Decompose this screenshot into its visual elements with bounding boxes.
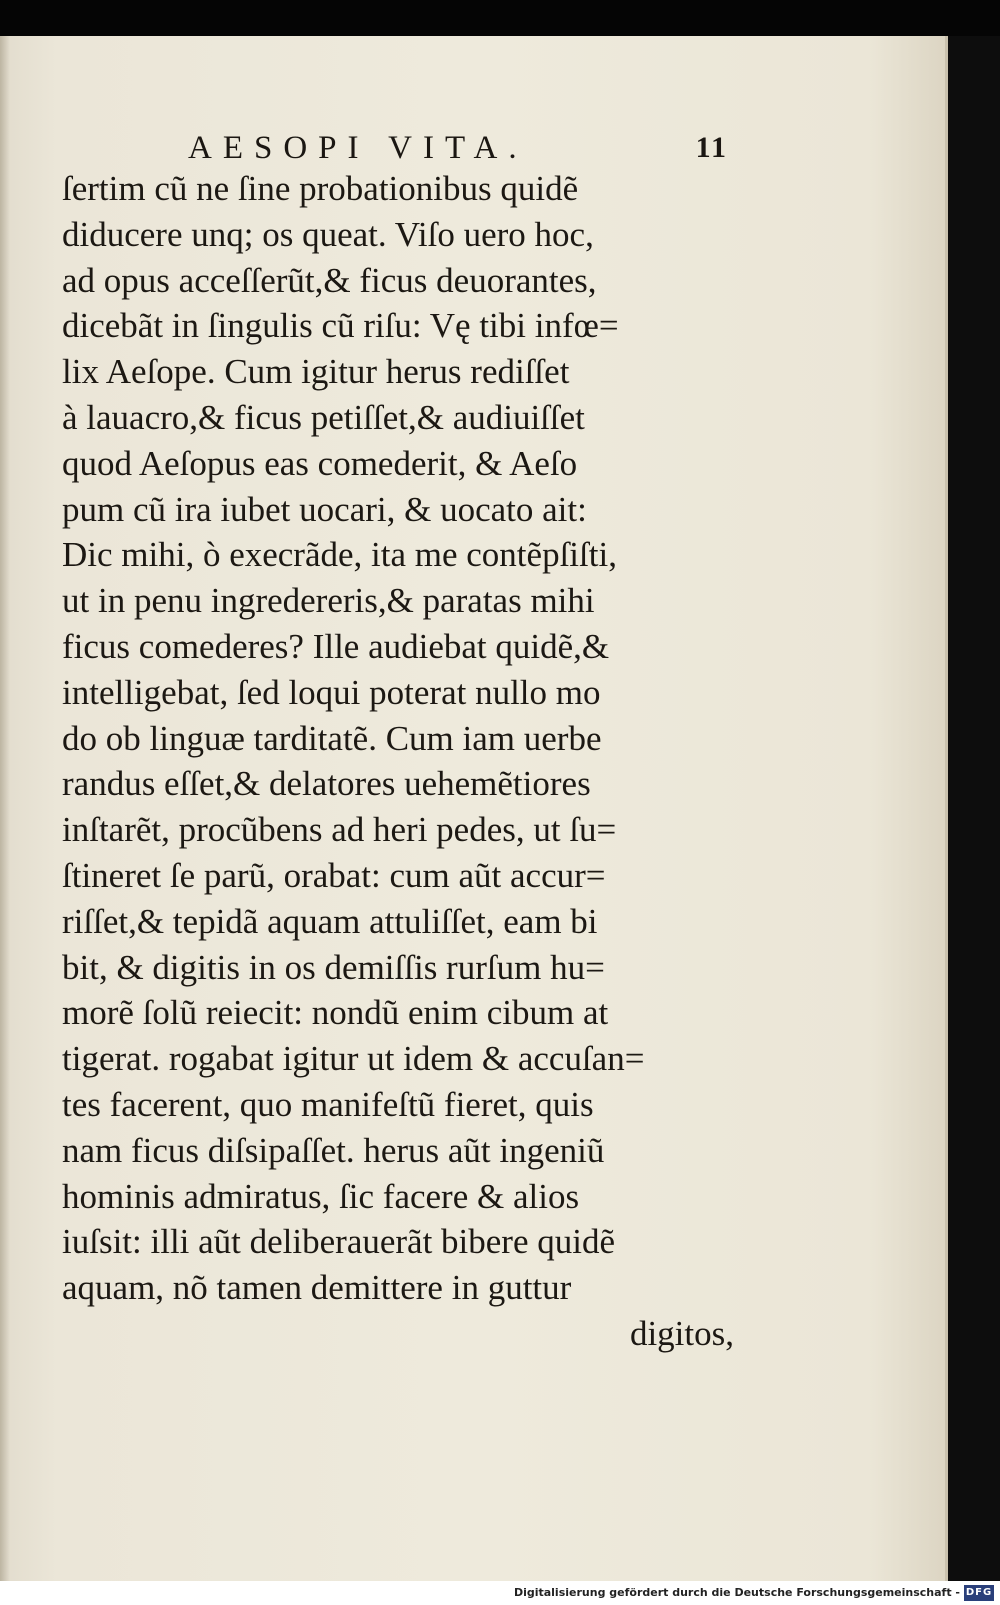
text-line: ut in penu ingredereris,& paratas mihi: [62, 581, 595, 621]
text-line: quod Aeſopus eas comederit, & Aeſo: [62, 443, 578, 483]
text-line: tigerat. rogabat igitur ut idem & accuſan=: [62, 1039, 645, 1079]
text-line: diducere unq; os queat. Viſo uero hoc,: [62, 214, 594, 254]
text-line: ad opus acceſſerũt,& ficus deuorantes,: [62, 260, 597, 300]
text-line: bit, & digitis in os demiſſis rurſum hu=: [62, 947, 605, 987]
page-number: 11: [695, 131, 728, 164]
funding-credit: Digitalisierung gefördert durch die Deutsche Forschungsgemeinschaft -: [513, 1586, 960, 1599]
text-line: ſertim cũ ne ſine probationibus quidẽ: [62, 169, 579, 208]
text-line: à lauacro,& ficus petiſſet,& audiuiſſet: [62, 397, 585, 437]
text-line: Dic mihi, ò execrãde, ita me contẽpſiſti,: [62, 535, 617, 575]
text-line: hominis admiratus, ſic facere & alios: [62, 1176, 580, 1216]
text-line: iuſsit: illi aũt deliberauerãt bibere quidẽ: [62, 1222, 616, 1262]
text-line: inſtarẽt, procũbens ad heri pedes, ut ſu=: [62, 810, 617, 850]
running-title: AESOPI VITA.: [188, 130, 528, 166]
text-line: ficus comederes? Ille audiebat quidẽ,&: [62, 626, 610, 666]
page-header: [188, 128, 728, 168]
text-line: lix Aeſope. Cum igitur herus rediſſet: [62, 352, 570, 392]
text-line: tes facerent, quo manifeſtũ fieret, quis: [62, 1084, 594, 1124]
scan-top-border: [0, 0, 1000, 36]
text-line: intelligebat, ſed loqui poterat nullo mo: [62, 672, 601, 712]
text-line: dicebãt in ſingulis cũ riſu: Vę tibi infœ=: [62, 306, 619, 346]
text-line: ſtineret ſe parũ, orabat: cum aũt accur=: [62, 855, 606, 895]
catchword: digitos,: [629, 1313, 734, 1353]
text-line: aquam, nõ tamen demittere in guttur: [62, 1268, 572, 1308]
footer-bar: [0, 1581, 1000, 1605]
text-line: nam ficus diſsipaſſet. herus aũt ingeniũ: [62, 1130, 605, 1170]
body-text: [62, 166, 742, 1357]
page-gutter-shadow: [0, 36, 10, 1581]
text-line: randus eſſet,& delatores uehemẽtiores: [62, 764, 591, 804]
dfg-logo-icon: DFG: [964, 1585, 994, 1601]
text-line: morẽ ſolũ reiecit: nondũ enim cibum at: [62, 993, 609, 1033]
text-line: pum cũ ira iubet uocari, & uocato ait:: [62, 489, 587, 529]
text-line: riſſet,& tepidã aquam attuliſſet, eam bi: [62, 901, 598, 941]
text-line: do ob linguæ tarditatẽ. Cum iam uerbe: [62, 718, 602, 758]
